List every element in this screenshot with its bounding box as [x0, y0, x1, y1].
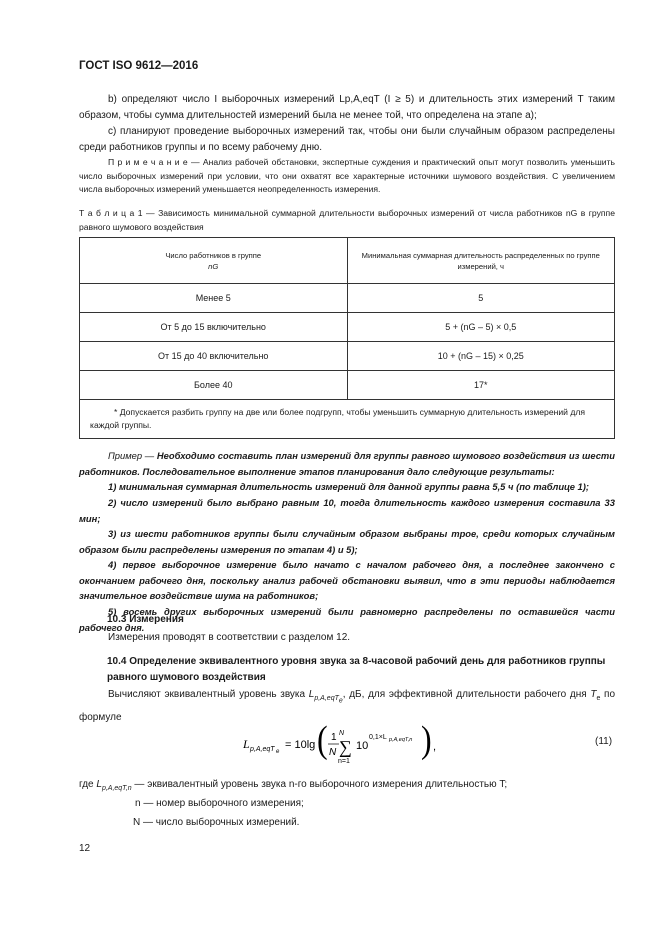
svg-text:(: ( — [317, 722, 328, 761]
formula-11 — [243, 722, 443, 775]
svg-text:0,1×L: 0,1×L — [369, 734, 387, 741]
cell-duration: 17* — [347, 371, 615, 400]
svg-text:N: N — [329, 747, 337, 758]
cell-duration: 5 — [347, 284, 615, 313]
svg-text:= 10lg: = 10lg — [285, 739, 316, 751]
table-row — [80, 313, 615, 342]
duration-table — [79, 237, 615, 439]
note-label: П р и м е ч а н и е — [108, 157, 188, 167]
legend-line-1: где $L_{p,A,eqT,n}$ — эквивалентный уровень звука n-го выборочного измерения длительностью T; — [79, 779, 508, 792]
svg-text:N: N — [339, 730, 345, 737]
svg-text:L: L — [243, 737, 250, 751]
table-header-row — [80, 238, 615, 284]
svg-text:∑: ∑ — [339, 737, 352, 757]
example-item-5: 5) восемь других выборочных измерений были равномерно распределены по оставшейся части рабочего дня. — [79, 606, 615, 633]
svg-text:p,A,eqT,n: p,A,eqT,n — [389, 737, 413, 743]
table-footnote: * Допускается разбить группу на две или более подгрупп, чтобы уменьшить суммарную длительность измерений для каждой группы. — [80, 400, 615, 439]
svg-text:10: 10 — [356, 740, 369, 752]
svg-text:1: 1 — [331, 732, 337, 743]
paragraph-c: c) планируют проведение выборочных измерений так, чтобы они были случайным образом распределены среди работников группы и по всему рабочему дню. — [79, 126, 615, 154]
svg-text:e: e — [276, 749, 280, 755]
example-intro: Пример — Необходимо составить план измерений для группы равного шумового воздействия из шести работников. Последовательное выполнение этапов планирования дало следующие результаты: — [79, 450, 615, 477]
svg-text:,: , — [433, 741, 437, 753]
document-header: ГОСТ ISO 9612—2016 — [79, 60, 199, 72]
cell-group: Менее 5 — [80, 284, 348, 313]
table-caption-label: Т а б л и ц а — [79, 208, 135, 218]
legend-line-2: n — номер выборочного измерения; — [135, 798, 304, 809]
section-10-3-title: 10.3 Измерения — [107, 614, 184, 625]
example-item-2: 2) число измерений было выбрано равным 10, тогда длительность каждого измерения составила 33 мин; — [79, 497, 615, 524]
note: П р и м е ч а н и е — Анализ рабочей обстановки, экспертные суждения и практический опыт могут позволить уменьшить число выборочных измерений при условии, что они охватят все характерные источники шумового воздействия. С увеличением числа выборочных измерений уменьшается неопределенность измерения. — [79, 157, 616, 195]
svg-text:n=1: n=1 — [338, 758, 350, 765]
example-item-4: 4) первое выборочное измерение было начато с началом рабочего дня, а последнее закончено с окончанием рабочего дня, поскольку анализ рабочей обстановки выявил, что в эти периоды наблюдается значительное воздействие шума на работников; — [79, 559, 615, 602]
header-col-duration: Минимальная суммарная длительность распределенных по группе измерений, ч — [347, 238, 615, 284]
legend-line-3: N — число выборочных измерений. — [133, 817, 300, 828]
table-caption: Т а б л и ц а 1 — Зависимость минимальной суммарной длительности выборочных измерений от числа работников nG в группе равного шумового воздействия — [79, 208, 615, 232]
cell-group: От 5 до 15 включительно — [80, 313, 348, 342]
page-number: 12 — [79, 843, 91, 854]
table-row — [80, 342, 615, 371]
section-10-3-text: Измерения проводят в соответствии с разделом 12. — [108, 632, 351, 643]
paragraph-b: b) определяют число I выборочных измерений Lp,A,eqT (I ≥ 5) и длительность этих измерений T таким образом, чтобы сумма длительностей измерений была не менее той, что определена на этапе а); — [79, 94, 615, 122]
svg-text:): ) — [421, 722, 432, 761]
svg-text:p,A,eqT: p,A,eqT — [250, 746, 275, 753]
cell-group: От 15 до 40 включительно — [80, 342, 348, 371]
table-row — [80, 284, 615, 313]
table-row — [80, 371, 615, 400]
section-10-4-text: Вычисляют эквивалентный уровень звука $L_{p,A,eqT_e}$, дБ, для эффективной длительности рабочего дня $T_e$ по формуле — [79, 689, 616, 723]
header-col-group: Число работников в группе nG — [80, 238, 348, 284]
formula-graphic — [243, 722, 443, 772]
formula-number: (11) — [595, 736, 613, 747]
example-item-1: 1) минимальная суммарная длительность измерений для данной группы равна 5,5 ч (по таблице 1); — [108, 481, 590, 492]
cell-group: Более 40 — [80, 371, 348, 400]
table-footnote-row — [80, 400, 615, 439]
example-item-3: 3) из шести работников группы были случайным образом выбраны трое, среди которых случайным образом были распределены измерения по этапам 4) и 5); — [79, 528, 615, 555]
cell-duration: 10 + (nG – 15) × 0,25 — [347, 342, 615, 371]
cell-duration: 5 + (nG – 5) × 0,5 — [347, 313, 615, 342]
section-10-4-title: 10.4 Определение эквивалентного уровня звука за 8-часовой рабочий день для работников группы равного шумового воздействия — [107, 656, 606, 684]
